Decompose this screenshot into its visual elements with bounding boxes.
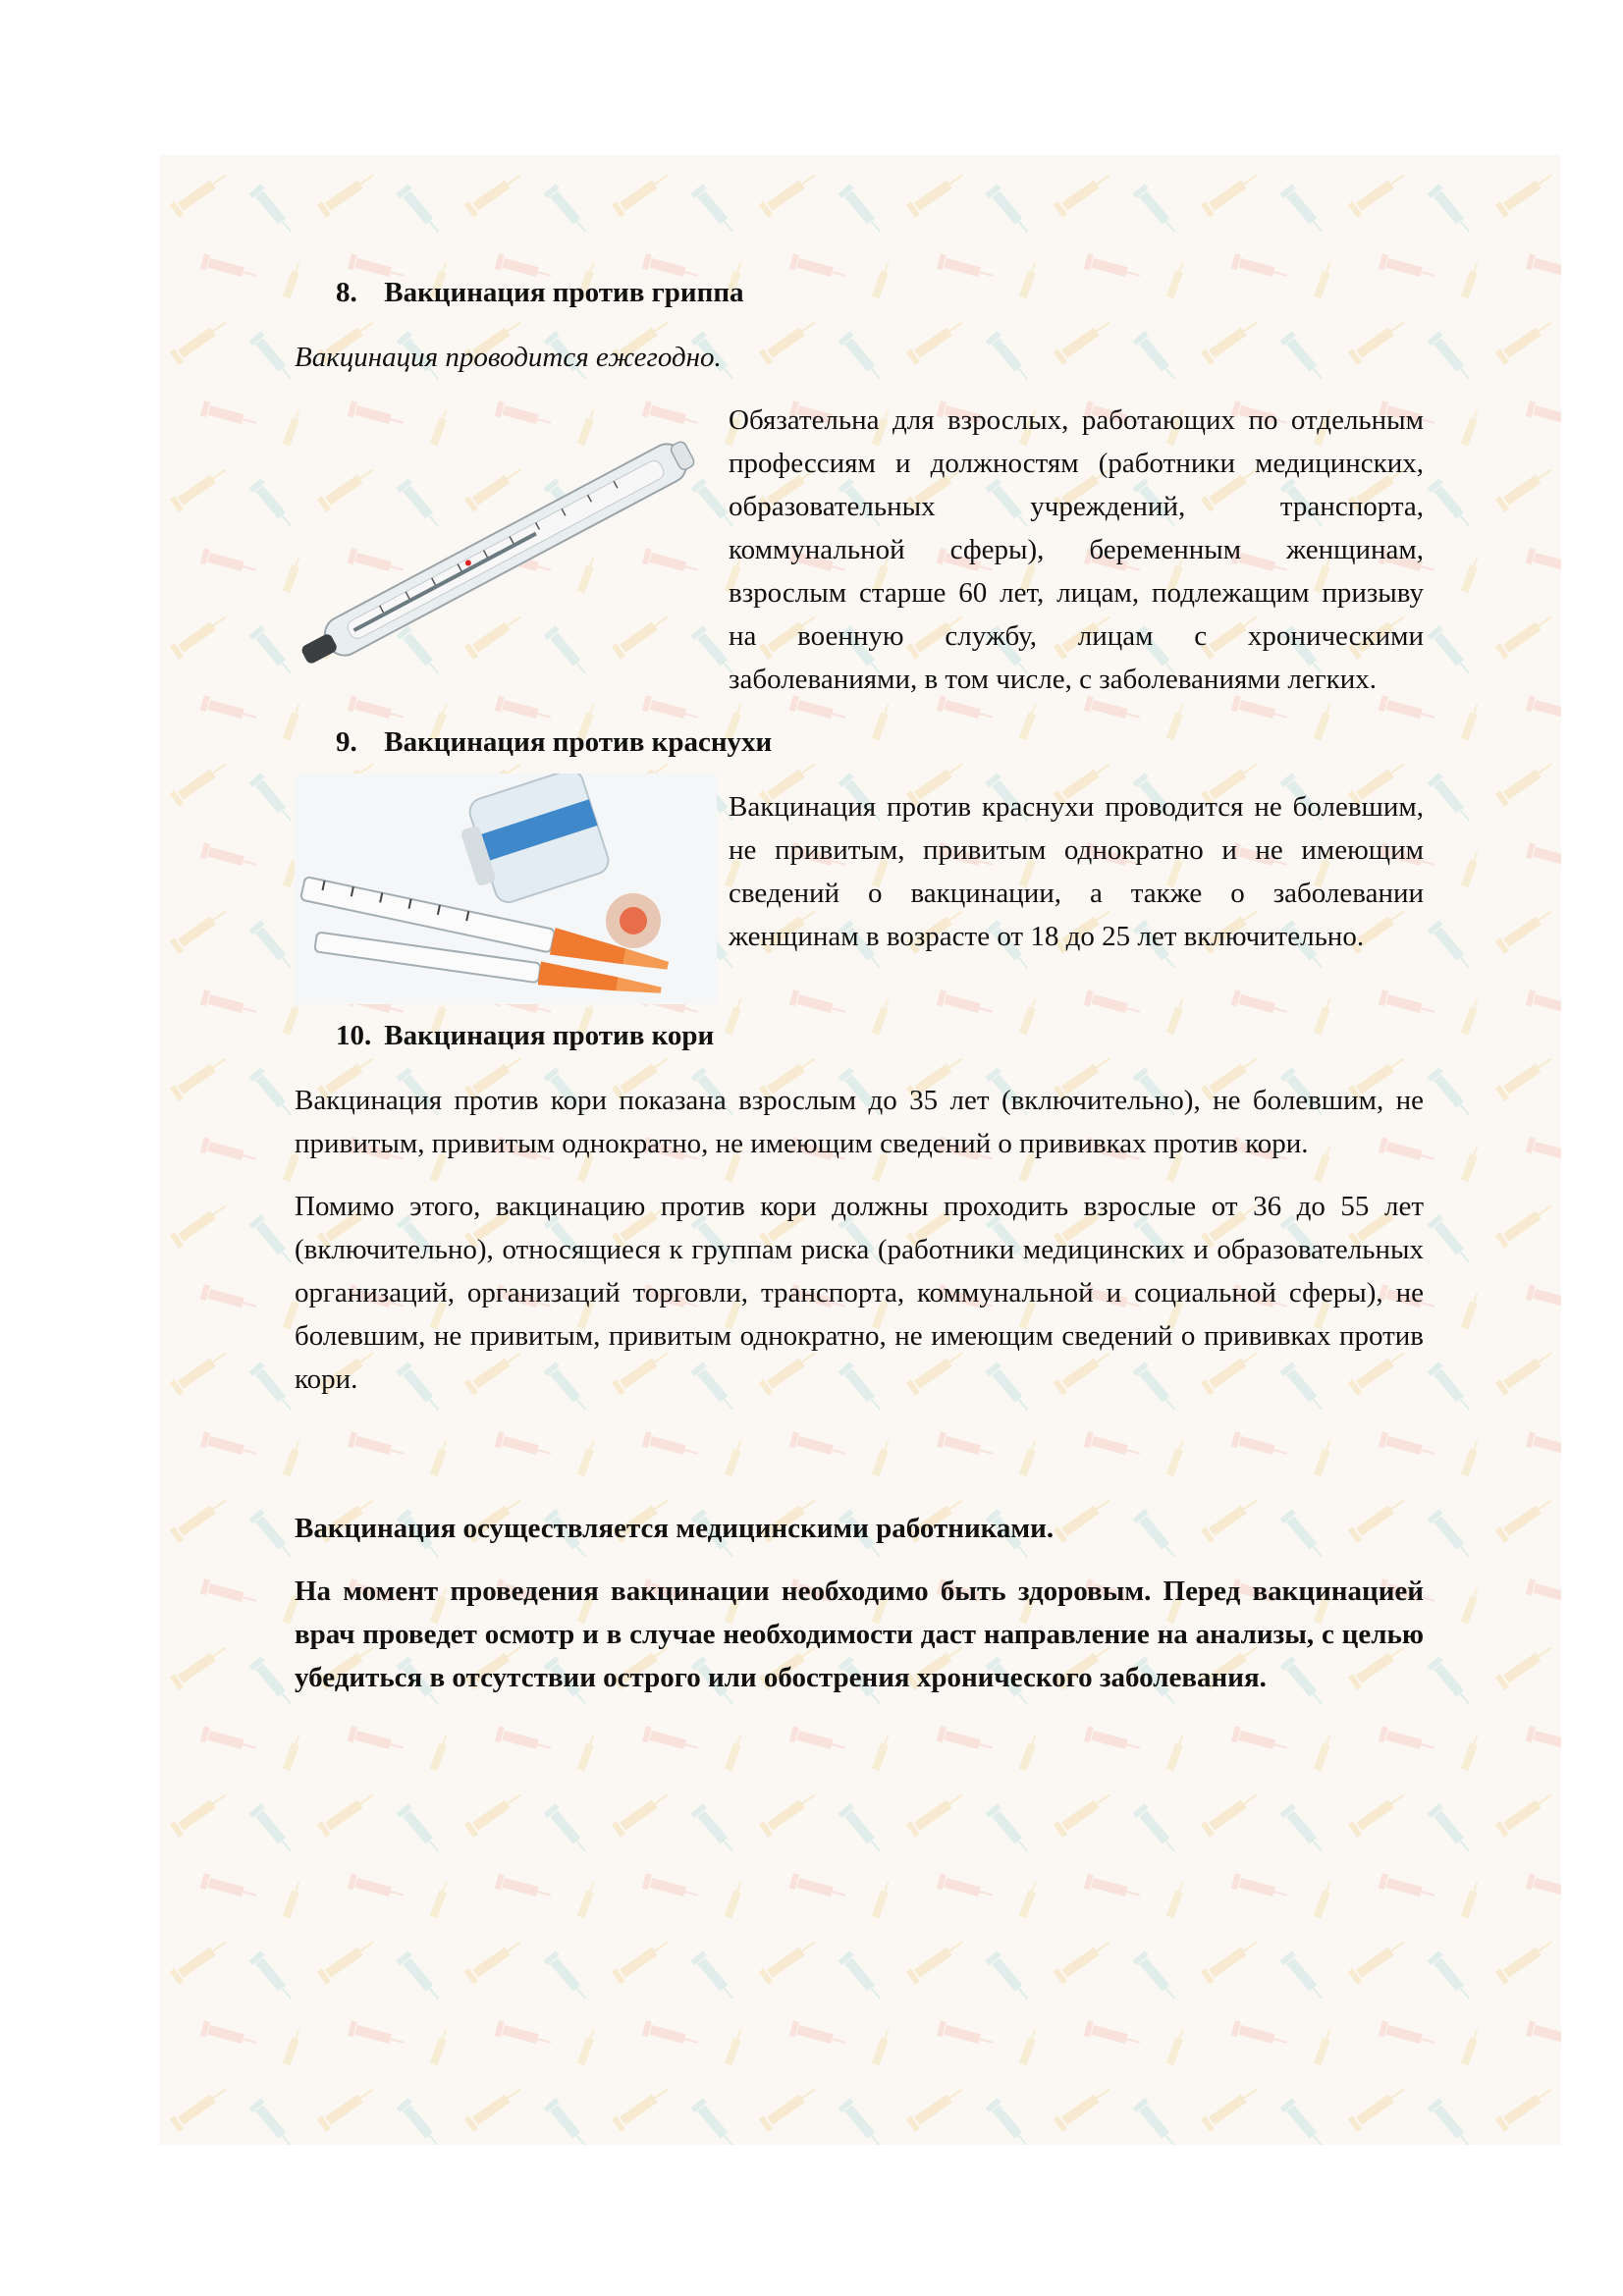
measles-body-2: Помимо этого, вакцинацию против кори должны проходить взрослые от 36 до 55 лет (включительно), относящиеся к группам риска (работники медицинских и образовательных организаций, организаций торговли, транспорта, коммунальной и социальной сферы), не болевшим, не привитым, привитым однократно, не имеющим сведений о прививках против кори. [295, 1191, 1424, 1395]
document-content [295, 271, 1424, 1719]
document-page [159, 155, 1561, 2145]
measles-body-1: Вакцинация против кори показана взрослым до 35 лет (включительно), не болевшим, не привитым, привитым однократно, не имеющим сведений о прививках против кори. [295, 1085, 1424, 1159]
section-heading-flu [336, 271, 1424, 314]
syringe-vial-icon [295, 774, 717, 1004]
section-title: Вакцинация против кори [384, 1020, 715, 1051]
section-number: 8. [336, 277, 357, 308]
spacer [295, 1420, 1424, 1507]
section-title: Вакцинация против краснухи [384, 726, 773, 758]
section-number: 10. [336, 1020, 372, 1051]
section-number: 9. [336, 726, 357, 758]
section-heading-rubella [336, 721, 1424, 764]
flu-note: Вакцинация проводится ежегодно. [295, 342, 722, 373]
flu-body: Обязательна для взрослых, работающих по отдельным профессиям и должностям (работники медицинских, образовательных учреждений, транспорта, коммунальной сферы), беременным женщинам, взрослым старше 60 лет, лицам, подлежащим призыву на военную службу, лицам с хроническими заболеваниями, в том числе, с заболеваниями легких. [729, 404, 1424, 695]
closing-line-2: На момент проведения вакцинации необходимо быть здоровым. Перед вакцинацией врач проведет осмотр и в случае необходимости даст направление на анализы, с целью убедиться в отсутствии острого или обострения хронического заболевания. [295, 1575, 1424, 1693]
section-heading-measles [336, 1014, 1424, 1057]
closing-line-1: Вакцинация осуществляется медицинскими работниками. [295, 1513, 1055, 1544]
rubella-body: Вакцинация против краснухи проводится не болевшим, не привитым, привитым однократно и не имеющим сведений о вакцинации, а также о заболевании женщинам в возрасте от 18 до 25 лет включительно. [729, 791, 1424, 952]
section-title: Вакцинация против гриппа [384, 277, 744, 308]
thermometer-icon [295, 402, 717, 697]
